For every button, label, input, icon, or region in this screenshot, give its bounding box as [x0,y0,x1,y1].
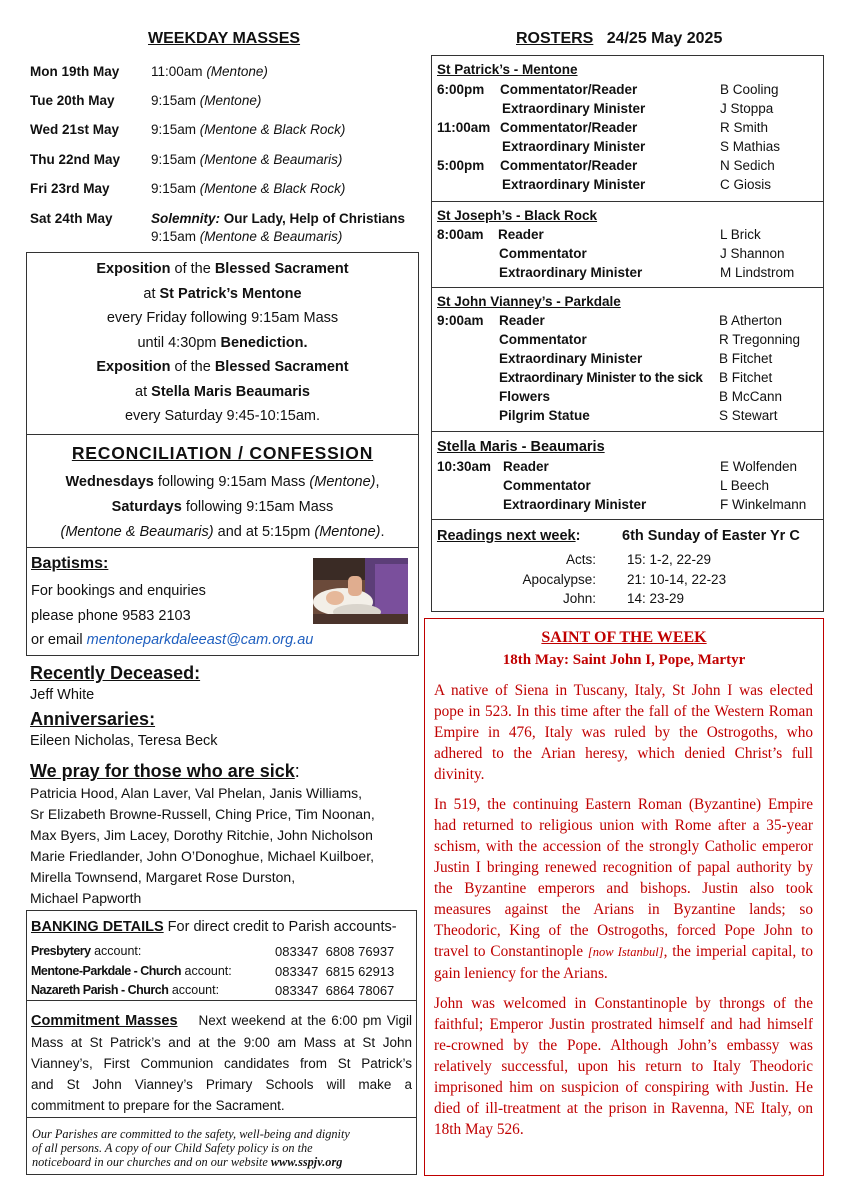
roster-role: Pilgrim Statue [499,408,590,423]
mass-time: 9:15am [151,152,197,167]
roster-role: Reader [498,227,544,242]
blessed-sacrament-label: Blessed Sacrament [214,261,349,277]
roster-role: Reader [503,459,549,474]
sick-title-colon: : [294,761,300,781]
roster-name: E Wolfenden [720,459,798,474]
saint-subheading: 18th May: Saint John I, Pope, Martyr [502,652,746,668]
commitment-box [26,1000,417,1118]
email-link[interactable]: mentoneparkdaleeast@cam.org.au [86,632,314,648]
reconciliation-place: (Mentone) [309,474,376,490]
church-name: Stella Maris Beaumaris [151,383,310,400]
exposition-text: of the [170,359,215,375]
reconciliation-box [26,434,419,548]
roster-role: Commentator/Reader [500,82,638,97]
safety-box [26,1117,417,1175]
mass-day: Tue 20th May [30,93,115,108]
readings-box [431,519,824,612]
roster-name: C Giosis [720,177,772,192]
weekday-masses-title: WEEKDAY MASSES [148,30,301,47]
roster-st-patricks [431,55,824,202]
baptisms-title: Baptisms: [31,555,109,572]
readings-sunday: 6th Sunday of Easter Yr C [622,528,800,544]
saint-text: , the imperial capital, to gain leniency for the Arians. [434,943,813,982]
sick-line: Sr Elizabeth Browne-Russell, Ching Price, Tim Noonan, [30,806,375,822]
reconciliation-text: following 9:15am Mass [181,499,334,515]
exposition-text: of the [170,261,215,277]
feast-name: Our Lady, Help of Christians [220,211,406,226]
roster-name: S Mathias [720,139,781,154]
commitment-text: commitment to prepare for the Sacrament. [31,1098,285,1113]
account-number: 083347 6864 78067 [275,983,395,998]
mass-time: 11:00am [151,64,203,79]
account-number: 083347 6815 62913 [275,963,395,979]
readings-colon: : [575,528,581,544]
roster-role: Commentator/Reader [500,158,638,173]
saint-of-the-week-box [424,618,824,1176]
account-name: Nazareth Parish - Church [31,983,169,997]
reading-book: Acts: [565,552,596,567]
reconciliation-day: Saturdays [111,499,182,515]
bank-account-row [31,942,411,962]
saint-paragraph: John was welcomed in Constantinople by throngs of the faithful; Emperor Justin prostrated himself and had himself re-crowned by the Pope. Although John’s embassy was relatively successful, upon his return to Italy Theodoric imprisoned him on suspicion of conspiring with Justin. He died of ill-treatment at the prison in Ravenna, NE Italy, on 18th May 526. [434,995,813,1138]
mass-time: 9:15am [151,181,197,196]
exposition-schedule: every Friday following 9:15am Mass [106,310,339,326]
commitment-text: Vianney’s, First Communion candidates from St Patrick’s [31,1056,412,1071]
banking-box [26,910,417,1001]
rosters-heading [516,30,722,48]
account-name: Presbytery [31,944,91,958]
anniversaries-names: Eileen Nicholas, Teresa Beck [30,733,218,749]
account-suffix: account: [181,963,232,978]
readings-title: Readings next week [437,528,576,544]
roster-stella-maris [431,431,824,520]
mass-place: (Mentone) [206,64,268,79]
exposition-schedule: every Saturday 9:45-10:15am. [124,408,321,424]
baptism-photo-illustration [313,558,408,624]
roster-time: 11:00am [437,120,491,135]
mass-time: 9:15am [151,93,197,108]
exposition-text: until 4:30pm [137,334,221,351]
roster-role: Extraordinary Minister [499,265,643,280]
saint-paragraph: A native of Siena in Tuscany, Italy, St John I was elected pope in 523. In this time after the fall of the Western Roman Empire in 476, Italy was ruled by the Ostrogoths, who adhered to the Arian heresy, which denied Christ’s full divinity. [434,682,813,783]
roster-section-title: St Patrick’s - Mentone [437,62,578,77]
sick-line: Marie Friedlander, John O’Donoghue, Michael Kuilboer, [30,848,374,864]
safety-text: noticeboard in our churches and on our website [32,1155,271,1169]
account-suffix: account: [168,983,220,997]
roster-time: 9:00am [437,313,484,328]
roster-name: R Tregonning [719,332,801,347]
roster-name: B Atherton [719,313,783,328]
roster-st-josephs [431,201,824,288]
banking-subtitle: For direct credit to Parish accounts- [163,919,397,935]
bank-account-row [31,981,411,1001]
mass-day: Sat 24th May [30,211,113,226]
baptism-photo [313,558,408,624]
roster-section-title: St Joseph’s - Black Rock [437,208,598,223]
mass-place: (Mentone & Beaumaris) [199,229,343,244]
roster-name: L Beech [720,478,770,493]
exposition-word: Exposition [96,359,171,375]
roster-role: Commentator [499,332,587,347]
reading-ref: 14: 23-29 [627,591,685,606]
saint-text: In 519, the continuing Eastern Roman (Byzantine) Empire had returned to religious union with Rome after a 35-year schism, with the accession of the strongly Catholic emperor Justin I bringing renewed recognition of papal authority by the Byzantine emperors and bishops. Justin also took measures against the Arians in Byzantine lands; so Theodoric, King of the Ostrogoths, forced Pope John to travel to Constantinople [434,796,813,960]
roster-role: Extraordinary Minister [502,177,646,192]
saint-heading: SAINT OF THE WEEK [541,629,707,646]
account-number: 083347 6808 76937 [275,944,395,959]
exposition-text: at [135,383,152,400]
rosters-date: 24/25 May 2025 [606,30,723,47]
roster-name: J Stoppa [720,101,774,116]
saint-paragraph [434,794,813,984]
mass-day: Fri 23rd May [30,181,110,196]
exposition-text: at [143,285,160,302]
reconciliation-text: . [380,524,385,540]
roster-time: 6:00pm [437,82,485,97]
roster-name: S Stewart [719,408,778,423]
safety-text: Our Parishes are committed to the safety, well-being and dignity [32,1127,350,1141]
commitment-text: Mass at St Patrick’s and at the 9:00 am Mass at St John [31,1035,412,1050]
reading-row [432,570,822,590]
baptisms-box [26,547,419,656]
deceased-title: Recently Deceased: [30,663,201,683]
roster-section-title: Stella Maris - Beaumaris [437,439,605,455]
roster-name: B McCann [719,389,783,404]
reconciliation-place: (Mentone) [314,524,381,540]
roster-role: Flowers [499,389,551,404]
reconciliation-text: following 9:15am Mass [153,474,310,490]
sick-list [30,783,375,909]
roster-role: Commentator/Reader [500,120,638,135]
roster-name: B Fitchet [719,370,773,385]
saint-note: [now Istanbul] [587,945,664,959]
mass-place: (Mentone & Black Rock) [199,122,346,137]
roster-role: Extraordinary Minister [503,497,647,512]
roster-time: 5:00pm [437,158,485,173]
reconciliation-day: Wednesdays [65,474,154,490]
roster-time: 10:30am [437,459,492,474]
mass-day: Wed 21st May [30,122,120,137]
roster-name: B Fitchet [719,351,773,366]
exposition-word: Exposition [96,261,171,277]
sick-line: Michael Papworth [30,890,142,906]
roster-name: J Shannon [720,246,785,261]
anniversaries-title: Anniversaries: [30,709,156,729]
church-name: St Patrick’s Mentone [159,285,302,302]
website-link[interactable]: www.sspjv.org [270,1155,343,1169]
mass-place: (Mentone & Black Rock) [199,181,346,196]
banking-title: BANKING DETAILS [31,919,164,935]
baptisms-phone: please phone 9583 2103 [31,607,191,624]
reading-book: Apocalypse: [522,571,596,587]
baptisms-text: or email [31,632,87,648]
roster-role: Reader [499,313,545,328]
safety-text: of all persons. A copy of our Child Safety policy is on the [32,1141,313,1155]
account-suffix: account: [90,944,142,958]
mass-day: Mon 19th May [30,64,120,79]
baptisms-text: For bookings and enquiries [31,583,206,599]
benediction-label: Benediction. [220,334,308,351]
roster-role: Extraordinary Minister to the sick [499,370,703,385]
reconciliation-title: RECONCILIATION / CONFESSION [71,443,374,463]
solemnity-label: Solemnity: [151,211,221,226]
roster-name: N Sedich [720,158,775,173]
roster-name: R Smith [720,120,769,135]
reading-row [432,589,822,609]
mass-day: Thu 22nd May [30,152,121,167]
sick-line: Mirella Townsend, Margaret Rose Durston, [30,869,296,885]
reading-book: John: [562,591,596,606]
roster-st-john-vianney [431,287,824,432]
commitment-text: Next weekend at the 6:00 pm Vigil [198,1013,412,1028]
roster-name: F Winkelmann [720,497,807,512]
blessed-sacrament-label: Blessed Sacrament [214,359,349,375]
account-name: Mentone-Parkdale - Church [31,963,182,978]
reading-ref: 15: 1-2, 22-29 [627,552,712,567]
mass-time: 9:15am [151,229,197,244]
reading-ref: 21: 10-14, 22-23 [627,571,727,587]
reconciliation-text: , [375,474,380,490]
mass-place: (Mentone & Beaumaris) [199,152,343,167]
roster-role: Extraordinary Minister [502,101,646,116]
rosters-title: ROSTERS [516,30,594,47]
roster-name: L Brick [720,227,761,242]
bank-account-row [31,962,411,982]
roster-role: Commentator [499,246,587,261]
roster-role: Extraordinary Minister [499,351,643,366]
roster-role: Extraordinary Minister [502,139,646,154]
roster-name: M Lindstrom [720,265,795,280]
reading-row [432,550,822,570]
mass-time: 9:15am [151,122,197,137]
roster-role: Commentator [503,478,591,493]
sick-line: Patricia Hood, Alan Laver, Val Phelan, Janis Williams, [30,785,363,801]
reconciliation-place: (Mentone & Beaumaris) [60,524,214,540]
deceased-names: Jeff White [30,687,95,703]
commitment-title: Commitment Masses [31,1013,178,1029]
commitment-text: and St John Vianney’s Primary Schools will make a [31,1077,412,1092]
sick-title: We pray for those who are sick [30,761,295,781]
reconciliation-text: and at 5:15pm [213,524,315,540]
mass-place: (Mentone) [199,93,262,108]
roster-section-title: St John Vianney’s - Parkdale [437,294,621,309]
roster-name: B Cooling [720,82,779,97]
exposition-box [26,252,419,435]
roster-time: 8:00am [437,227,484,242]
sick-line: Max Byers, Jim Lacey, Dorothy Ritchie, John Nicholson [30,827,373,843]
